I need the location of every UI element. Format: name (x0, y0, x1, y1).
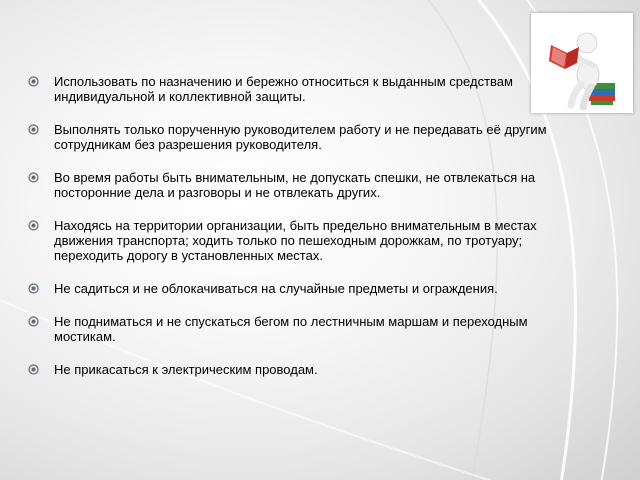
circle-bullet-icon (28, 172, 39, 183)
bullet-list (28, 74, 588, 395)
list-item (28, 170, 588, 200)
list-item (28, 314, 588, 344)
list-item (28, 362, 588, 377)
bullet-text: Выполнять только порученную руководителем работу и не передавать её другим сотрудникам без разрешения руководителя. (54, 122, 547, 152)
list-item (28, 122, 588, 152)
bullet-text: Не подниматься и не спускаться бегом по лестничным маршам и переходным мостикам. (54, 314, 528, 344)
bullet-text: Находясь на территории организации, быть предельно внимательным в местах движения транспорта; ходить только по пешеходным дорожкам, по тротуару; переходить дорогу в установленных местах. (54, 218, 537, 263)
bullet-text: Не садиться и не облокачиваться на случайные предметы и ограждения. (54, 281, 498, 296)
circle-bullet-icon (28, 364, 39, 375)
circle-bullet-icon (28, 220, 39, 231)
circle-bullet-icon (28, 76, 39, 87)
circle-bullet-icon (28, 316, 39, 327)
circle-bullet-icon (28, 124, 39, 135)
bullet-text: Использовать по назначению и бережно относиться к выданным средствам индивидуальной и коллективной защиты. (54, 74, 513, 104)
bullet-text: Во время работы быть внимательным, не допускать спешки, не отвлекаться на посторонние дела и разговоры и не отвлекать других. (54, 170, 536, 200)
list-item (28, 281, 588, 296)
list-item (28, 218, 588, 263)
list-item (28, 74, 588, 104)
circle-bullet-icon (28, 283, 39, 294)
bullet-text: Не прикасаться к электрическим проводам. (54, 362, 318, 377)
